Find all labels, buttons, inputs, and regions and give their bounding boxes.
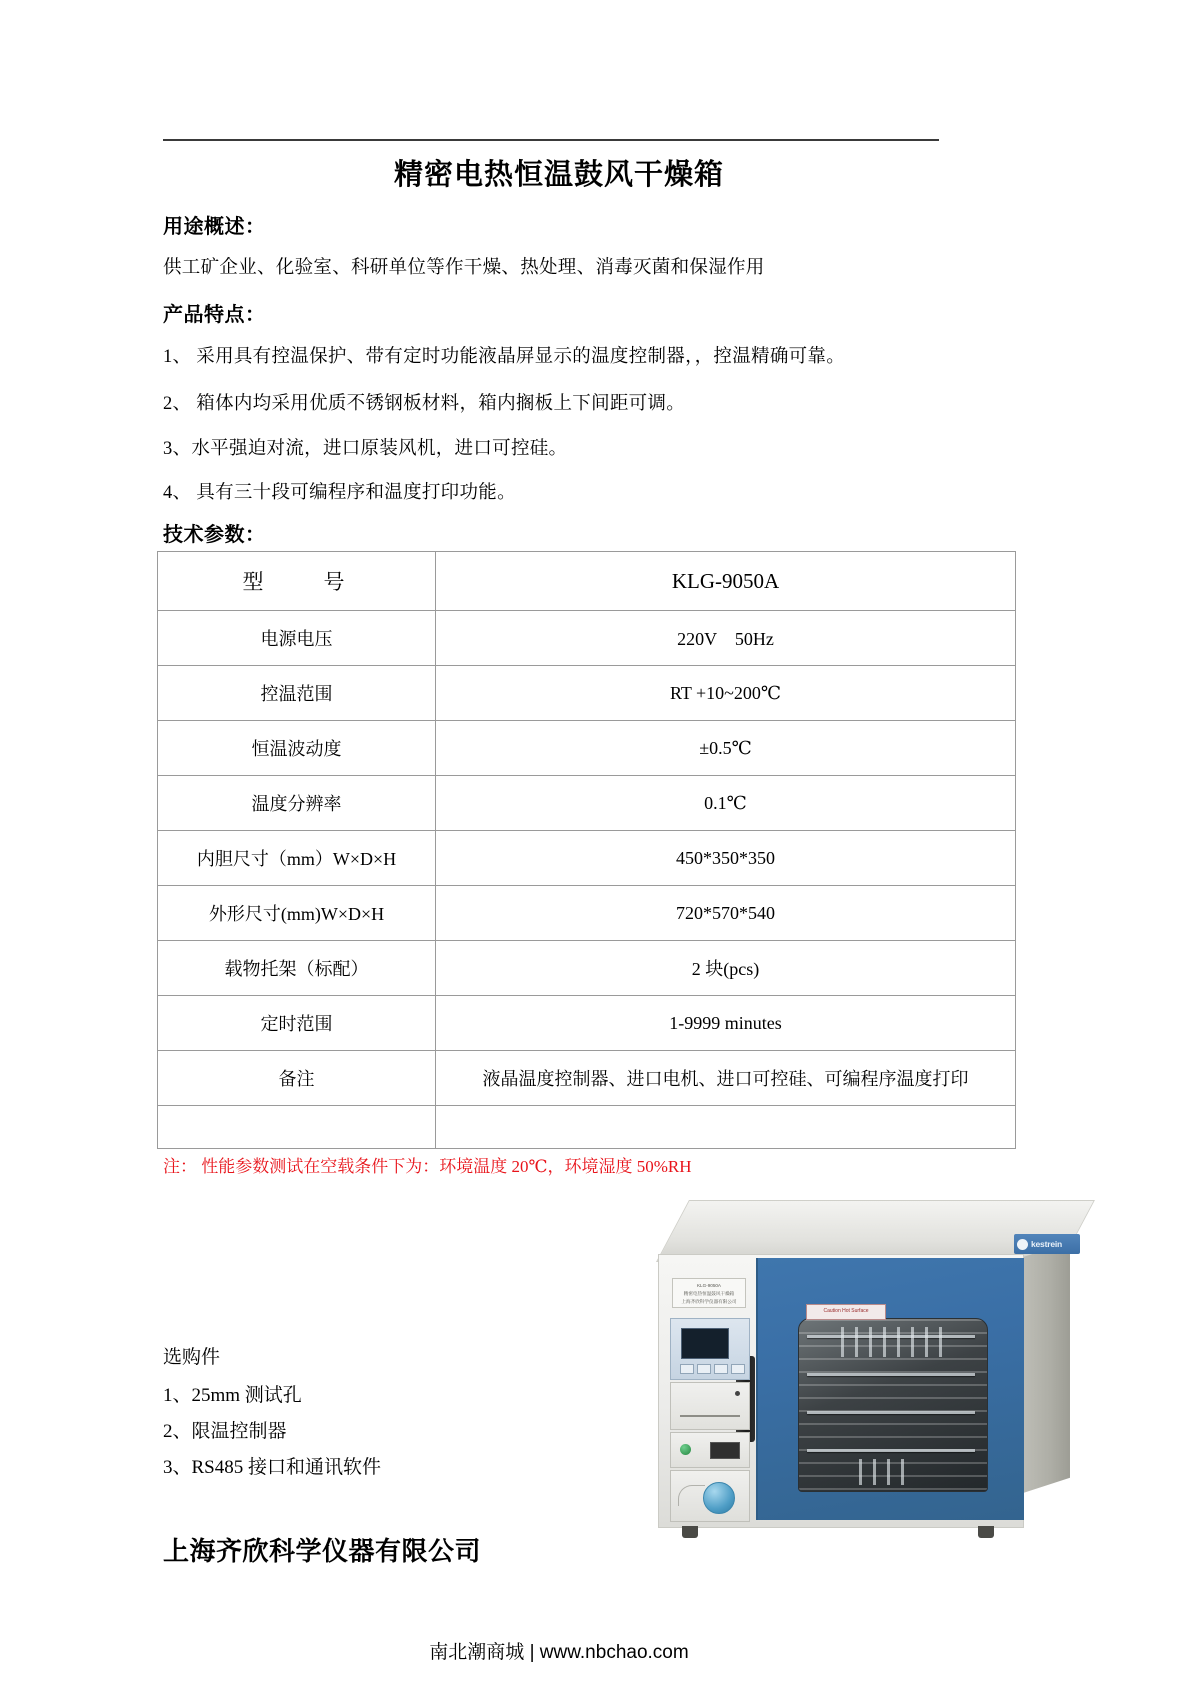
test-condition-note: 注： 性能参数测试在空载条件下为：环境温度 20℃，环境湿度 50%RH [163, 1157, 692, 1176]
table-row [158, 552, 1016, 611]
table-row [158, 1106, 1016, 1149]
air-damper-panel[interactable] [670, 1470, 750, 1522]
spec-key-outer-size: 外形尺寸(mm)W×D×H [158, 886, 436, 941]
printer-indicator-icon [735, 1391, 740, 1396]
table-row [158, 721, 1016, 776]
optional-item-2: 2、限温控制器 [163, 1421, 287, 1442]
usage-heading: 用途概述： [163, 216, 266, 238]
spec-key-resolution: 温度分辨率 [158, 776, 436, 831]
spec-value-shelves: 2 块(pcs) [436, 941, 1016, 996]
temperature-printer-module[interactable] [670, 1382, 750, 1430]
spec-key-remark: 备注 [158, 1051, 436, 1106]
spec-value-empty [436, 1106, 1016, 1149]
spec-value-resolution: 0.1℃ [436, 776, 1016, 831]
company-name: 上海齐欣科学仪器有限公司 [163, 1537, 482, 1566]
optional-parts-heading: 选购件 [163, 1347, 221, 1368]
controller-button-2[interactable] [697, 1364, 711, 1374]
table-row [158, 941, 1016, 996]
nameplate-product: 精密电热恒温鼓风干燥箱 [683, 1291, 735, 1296]
page-footer: 南北潮商城 | www.nbchao.com [429, 1642, 689, 1663]
controller-button-3[interactable] [714, 1364, 728, 1374]
spec-value-fluctuation: ±0.5℃ [436, 721, 1016, 776]
spec-value-outer-size: 720*570*540 [436, 886, 1016, 941]
product-photo [648, 1196, 1094, 1566]
damper-scale [678, 1485, 705, 1506]
drying-oven-illustration [648, 1196, 1094, 1566]
oven-nameplate [672, 1278, 746, 1308]
optional-item-3: 3、RS485 接口和通讯软件 [163, 1457, 381, 1478]
feature-item-2: 2、 箱体内均采用优质不锈钢板材料，箱内搁板上下间距可调。 [163, 394, 686, 414]
feature-item-3: 3、水平强迫对流，进口原装风机，进口可控硅。 [163, 439, 568, 459]
page-title: 精密电热恒温鼓风干燥箱 [393, 159, 724, 191]
logo-mark-icon [1017, 1239, 1028, 1250]
brand-logo-text: kestrein [1031, 1239, 1063, 1249]
table-row [158, 776, 1016, 831]
features-heading: 产品特点： [163, 304, 266, 326]
spec-value-voltage: 220V 50Hz [436, 611, 1016, 666]
spec-key-shelves: 载物托架（标配） [158, 941, 436, 996]
controller-button-4[interactable] [731, 1364, 745, 1374]
table-row [158, 996, 1016, 1051]
table-row [158, 831, 1016, 886]
table-row [158, 886, 1016, 941]
specs-heading: 技术参数： [163, 524, 266, 546]
oven-side-panel [1020, 1242, 1070, 1494]
spec-value-remark: 液晶温度控制器、进口电机、进口可控硅、可编程序温度打印 [436, 1051, 1016, 1106]
controller-button-1[interactable] [680, 1364, 694, 1374]
nameplate-maker: 上海齐欣科学仪器有限公司 [681, 1299, 737, 1304]
oven-foot-right [978, 1526, 994, 1538]
oven-glass-window [798, 1318, 988, 1492]
usage-text: 供工矿企业、化验室、科研单位等作干燥、热处理、消毒灭菌和保湿作用 [163, 258, 765, 278]
spec-value-temp-range: RT +10~200℃ [436, 666, 1016, 721]
power-indicator-icon [680, 1444, 691, 1455]
table-row [158, 666, 1016, 721]
spec-key-voltage: 电源电压 [158, 611, 436, 666]
optional-item-1: 1、25mm 测试孔 [163, 1385, 302, 1406]
spec-key-timer-range: 定时范围 [158, 996, 436, 1051]
table-row [158, 611, 1016, 666]
brand-logo [1014, 1234, 1080, 1254]
spec-value-timer-range: 1-9999 minutes [436, 996, 1016, 1051]
printer-paper-slot [680, 1415, 740, 1417]
controller-lcd-screen [681, 1328, 729, 1359]
nameplate-model: KLG-9050A [696, 1283, 721, 1288]
spec-key-temp-range: 控温范围 [158, 666, 436, 721]
temperature-controller-panel[interactable] [670, 1318, 750, 1380]
spec-key-inner-size: 内胆尺寸（mm）W×D×H [158, 831, 436, 886]
warning-sticker: Caution Hot Surface [806, 1304, 886, 1320]
specifications-table [157, 551, 1016, 1149]
feature-item-1: 1、 采用具有控温保护、带有定时功能液晶屏显示的温度控制器，，控温精确可靠。 [163, 347, 846, 367]
spec-value-model: KLG-9050A [436, 552, 1016, 611]
air-damper-knob[interactable] [703, 1482, 735, 1514]
spec-key-fluctuation: 恒温波动度 [158, 721, 436, 776]
spec-key-empty [158, 1106, 436, 1149]
feature-item-4: 4、 具有三十段可编程序和温度打印功能。 [163, 483, 516, 503]
header-rule [163, 139, 939, 141]
table-row [158, 1051, 1016, 1106]
spec-key-model: 型 号 [158, 552, 436, 611]
oven-foot-left [682, 1526, 698, 1538]
power-rocker-switch[interactable] [710, 1442, 740, 1459]
power-switch-panel[interactable] [670, 1432, 750, 1468]
spec-value-inner-size: 450*350*350 [436, 831, 1016, 886]
